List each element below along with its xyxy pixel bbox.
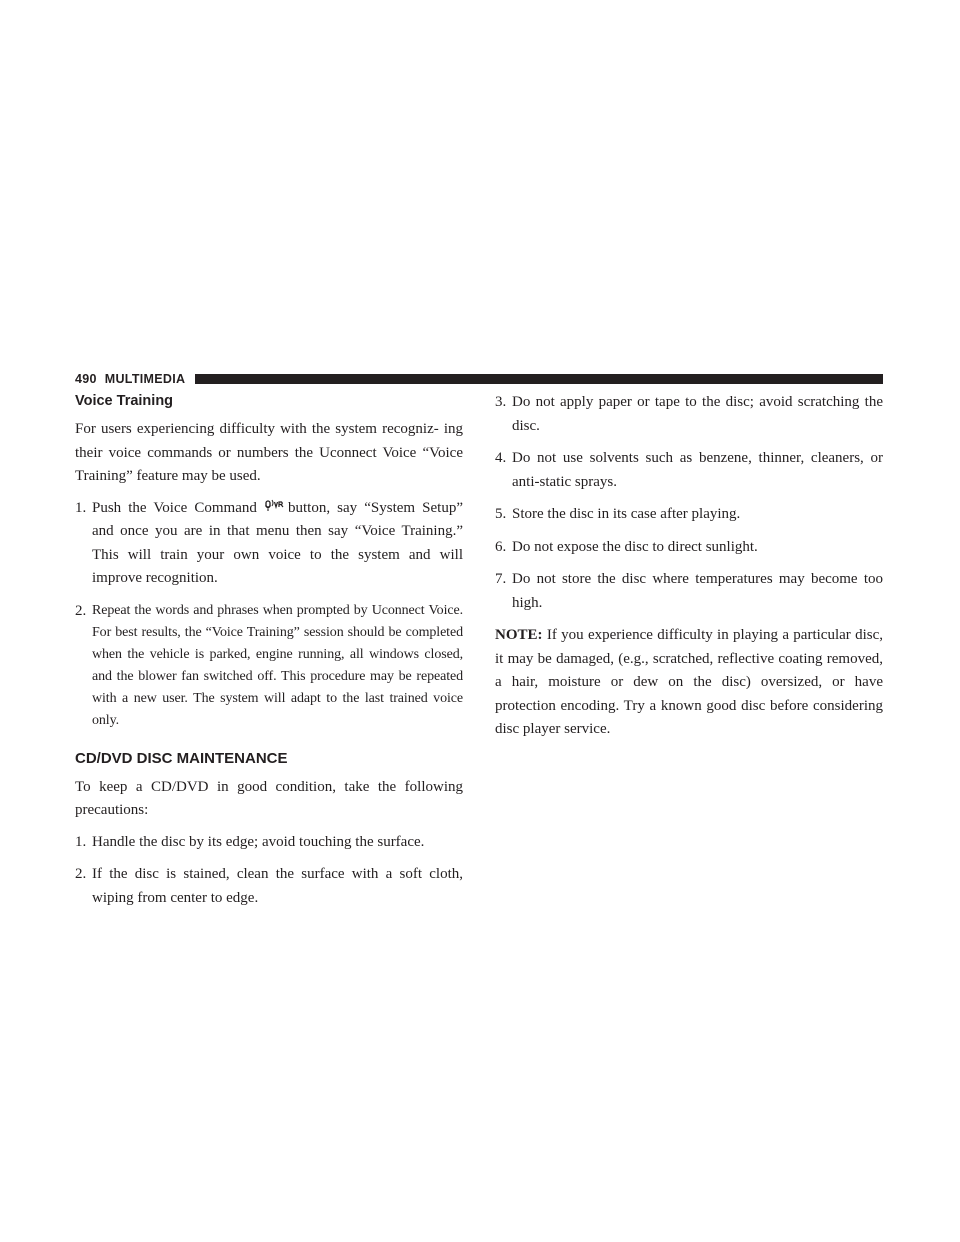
left-column	[75, 391, 463, 919]
voice-training-steps	[75, 497, 463, 732]
list-item-number: 2.	[75, 866, 87, 882]
voice-training-heading: Voice Training	[75, 393, 174, 409]
list-item-text: Do not store the disc where temperatures may become too high.	[512, 571, 883, 611]
cd-maintenance-intro: To keep a CD/DVD in good condition, take the following precautions:	[75, 778, 463, 818]
list-item-number: 5.	[495, 506, 507, 522]
list-item-text: Do not use solvents such as benzene, thinner, cleaners, or anti-static sprays.	[512, 450, 883, 490]
list-item	[75, 863, 463, 910]
step-text-before-icon: Push the Voice Command	[92, 499, 257, 516]
note-text: If you experience difficulty in playing a particular disc, it may be damaged, (e.g., scratched, reflective coating removed, a hair, moisture or dew on the disc) oversized, or have protection encoding. Try a known good disc before considering disc player service.	[495, 627, 883, 737]
list-item	[75, 600, 463, 732]
section-title: MULTIMEDIA	[104, 372, 186, 386]
list-item-number: 3.	[495, 394, 507, 410]
list-item	[495, 503, 883, 527]
list-item	[495, 391, 883, 438]
list-item	[75, 831, 463, 855]
voice-command-icon	[265, 499, 287, 513]
list-item-text: Store the disc in its case after playing.	[512, 506, 741, 522]
header-rule	[195, 374, 883, 384]
list-item	[495, 568, 883, 615]
step-text-after-icon: button, say “System Setup” and once you are in that menu then say “Voice Training.” This will train your own voice to the system and will improve recognition.	[92, 499, 463, 586]
note-label: NOTE:	[495, 627, 543, 643]
cd-maintenance-heading: CD/DVD DISC MAINTENANCE	[75, 749, 288, 767]
right-column	[495, 391, 883, 742]
list-item-number: 2.	[75, 602, 87, 619]
list-item-text: If the disc is stained, clean the surface with a soft cloth, wiping from center to edge.	[92, 866, 463, 906]
list-item-text: Do not expose the disc to direct sunlight.	[512, 538, 758, 555]
list-item-text: Do not apply paper or tape to the disc; avoid scratching the disc.	[512, 394, 883, 434]
list-item-number: 4.	[495, 450, 507, 466]
list-item-number: 1.	[75, 499, 87, 516]
cd-maintenance-list-continued	[495, 391, 883, 615]
list-item	[495, 536, 883, 560]
page-header	[75, 371, 883, 387]
list-item-number: 6.	[495, 538, 507, 555]
note-paragraph	[495, 624, 883, 742]
list-item-text: Repeat the words and phrases when prompted by Uconnect Voice. For best results, the “Voice Training” session should be completed when the vehicle is parked, engine running, all windows closed, and the blower fan switched off. This procedure may be repeated with a new user. The system will adapt to the last trained voice only.	[92, 602, 463, 728]
list-item-number: 1.	[75, 833, 87, 850]
list-item-text	[92, 497, 463, 591]
page-number: 490	[75, 372, 97, 386]
voice-training-intro: For users experiencing difficulty with the system recogniz- ing their voice commands or numbers the Uconnect Voice “Voice Training” feature may be used.	[75, 421, 463, 484]
list-item	[495, 447, 883, 494]
cd-maintenance-list	[75, 831, 463, 911]
list-item-number: 7.	[495, 571, 507, 587]
list-item	[75, 497, 463, 591]
list-item-text: Handle the disc by its edge; avoid touching the surface.	[92, 833, 425, 850]
